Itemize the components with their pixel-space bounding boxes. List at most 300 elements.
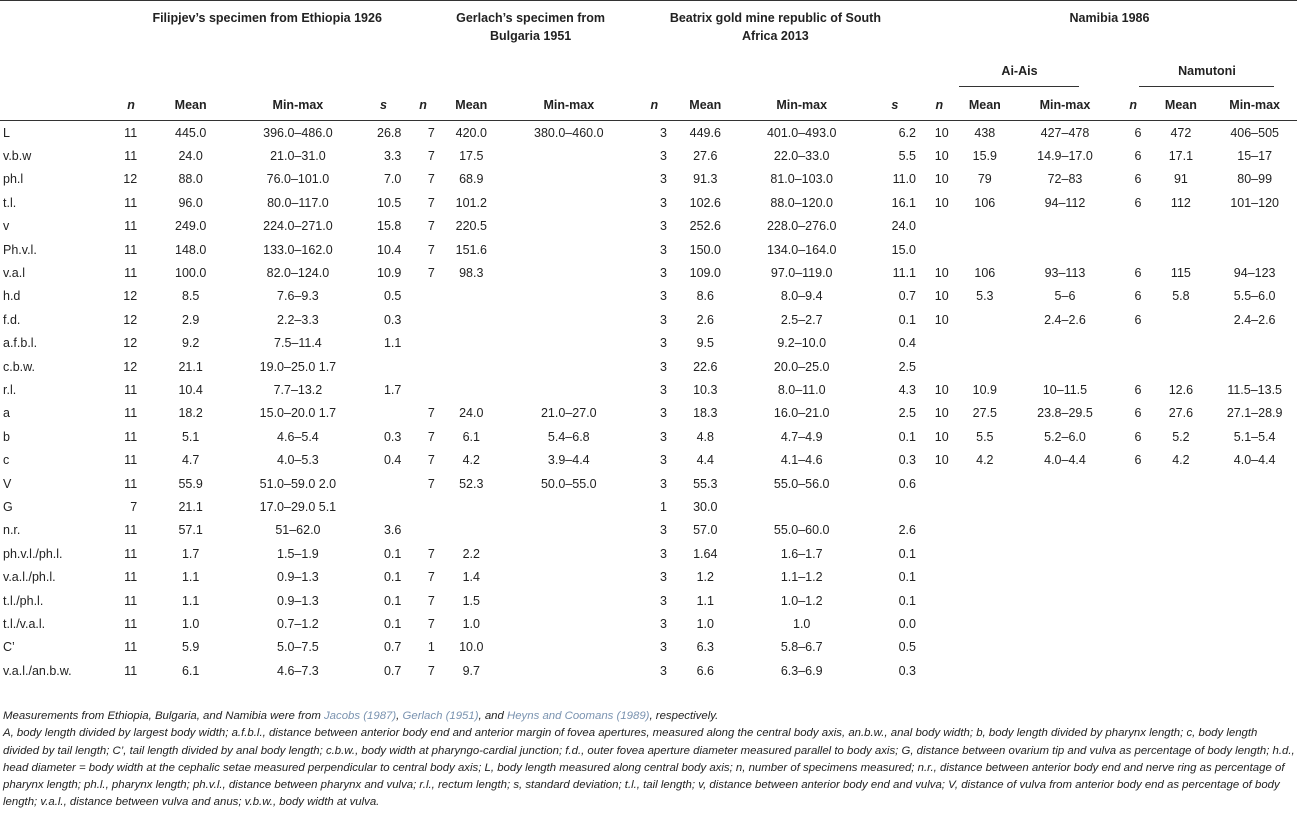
column-header-mean: Mean	[957, 89, 1013, 121]
cell-sa-min-max: 1.1–1.2	[780, 570, 823, 585]
cell-bulgaria-n: 7	[427, 570, 435, 585]
cell-ai-ais-n	[922, 355, 957, 378]
cell-sa-n: 3	[660, 476, 667, 491]
cell-namutoni-min-max: 27.1–28.9	[1226, 406, 1283, 421]
cell-ethiopia-mean: 18.2	[178, 406, 203, 421]
cell-namutoni-min-max: 11.5–13.5	[1227, 382, 1282, 397]
cell-bulgaria-mean: 98.3	[459, 266, 484, 281]
cell-ethiopia-n: 11	[124, 640, 138, 655]
footnote-text: , respectively.	[649, 710, 719, 722]
cell-sa-n: 3	[660, 312, 667, 327]
cell-namutoni-min-max: 5.5–6.0	[1233, 289, 1276, 304]
cell-ethiopia-s: 15.8	[377, 219, 402, 234]
cell-bulgaria-n	[407, 495, 438, 518]
cell-ethiopia-s: 10.5	[377, 195, 402, 210]
cell-ethiopia-mean: 1.1	[181, 593, 200, 608]
cell-sa-s: 0.3	[898, 453, 916, 468]
cell-bulgaria-min-max: 380.0–460.0	[504, 121, 634, 145]
cell-sa-mean: 252.6	[689, 219, 721, 234]
cell-ethiopia-mean: 55.9	[178, 476, 203, 491]
column-header-min-max: Min-max	[1013, 89, 1117, 121]
cell-sa-n: 1	[660, 499, 667, 514]
cell-sa-s: 24.0	[891, 219, 916, 234]
cell-ai-ais-min-max	[1013, 659, 1117, 682]
cell-parameter: n.r.	[3, 523, 21, 538]
cell-ai-ais-mean: 5.3	[976, 289, 994, 304]
cell-namutoni-n	[1117, 215, 1150, 238]
cell-sa-mean: 150.0	[689, 242, 721, 257]
cell-sa-s: 0.0	[898, 616, 916, 631]
cell-namutoni-mean: 115	[1170, 266, 1191, 281]
cell-ai-ais-mean	[957, 238, 1013, 261]
cell-sa-n: 3	[660, 266, 667, 281]
cell-ethiopia-min-max: 4.0–5.3	[277, 453, 319, 468]
cell-bulgaria-n: 7	[427, 195, 435, 210]
cell-ethiopia-s: 3.3	[383, 149, 402, 164]
cell-ai-ais-n: 10	[934, 289, 949, 304]
cell-parameter: v	[3, 219, 10, 234]
cell-ethiopia-mean: 100.0	[175, 266, 207, 281]
cell-ethiopia-n: 11	[124, 453, 138, 468]
cell-ethiopia-n: 11	[124, 429, 138, 444]
cell-namutoni-min-max	[1212, 636, 1297, 659]
cell-sa-s: 11.1	[892, 266, 916, 281]
cell-ai-ais-mean: 4.2	[976, 453, 994, 468]
cell-sa-s: 5.5	[898, 149, 916, 164]
cell-namutoni-mean	[1149, 238, 1212, 261]
cell-ethiopia-min-max: 76.0–101.0	[266, 172, 330, 187]
cell-sa-n: 3	[660, 242, 667, 257]
cell-parameter: a	[3, 406, 10, 421]
table-row	[0, 659, 1297, 682]
cell-bulgaria-n: 7	[407, 121, 438, 145]
cell-bulgaria-min-max	[504, 589, 634, 612]
group-header-namibia: Namibia 1986	[922, 1, 1297, 60]
cell-namutoni-min-max: 406–505	[1212, 121, 1297, 145]
cell-bulgaria-min-max	[504, 332, 634, 355]
cell-parameter: b	[3, 429, 10, 444]
cell-ai-ais-n: 10	[934, 453, 949, 468]
cell-ethiopia-mean: 6.1	[181, 663, 200, 678]
cell-ai-ais-min-max: 72–83	[1047, 172, 1083, 187]
cell-ai-ais-mean: 438	[957, 121, 1013, 145]
cell-bulgaria-n	[407, 355, 438, 378]
cell-ethiopia-s: 10.9	[377, 266, 402, 281]
cell-sa-mean: 22.6	[693, 359, 718, 374]
cell-parameter: r.l.	[3, 382, 17, 397]
cell-sa-min-max: 1.0–1.2	[780, 593, 823, 608]
cell-sa-min-max: 4.7–4.9	[780, 429, 823, 444]
cell-bulgaria-mean	[439, 308, 504, 331]
cell-ai-ais-min-max: 4.0–4.4	[1044, 453, 1086, 468]
cell-ethiopia-s: 0.5	[383, 289, 402, 304]
column-header-n: n	[922, 89, 957, 121]
cell-namutoni-n	[1117, 542, 1150, 565]
cell-sa-min-max: 2.5–2.7	[780, 312, 823, 327]
cell-namutoni-n: 6	[1134, 312, 1142, 327]
subgroup-label-ai-ais: Ai-Ais	[959, 64, 1079, 87]
cell-bulgaria-mean: 10.0	[459, 640, 484, 655]
cell-ethiopia-mean: 8.5	[181, 289, 200, 304]
cell-sa-mean: 2.6	[696, 312, 714, 327]
cell-ethiopia-s: 0.3	[383, 312, 402, 327]
cell-namutoni-min-max	[1212, 355, 1297, 378]
cell-ai-ais-n	[922, 589, 957, 612]
cell-sa-mean: 449.6	[675, 121, 736, 145]
cell-ai-ais-n	[922, 612, 957, 635]
cell-namutoni-mean	[1149, 659, 1212, 682]
cell-bulgaria-n: 7	[427, 663, 435, 678]
cell-namutoni-mean	[1149, 589, 1212, 612]
cell-ai-ais-mean	[957, 215, 1013, 238]
cell-ai-ais-min-max	[1013, 519, 1117, 542]
cell-namutoni-min-max	[1212, 589, 1297, 612]
cell-ethiopia-n: 11	[124, 195, 138, 210]
table-row	[0, 472, 1297, 495]
cell-namutoni-mean	[1149, 332, 1212, 355]
citation-link-gerlach[interactable]: Gerlach (1951)	[402, 710, 479, 722]
cell-ethiopia-n: 11	[124, 219, 138, 234]
cell-parameter: f.d.	[3, 312, 21, 327]
cell-ai-ais-min-max	[1013, 636, 1117, 659]
column-header-mean: Mean	[439, 89, 504, 121]
cell-ethiopia-n: 11	[124, 149, 138, 164]
cell-sa-n: 3	[660, 523, 667, 538]
cell-ai-ais-mean	[957, 565, 1013, 588]
cell-bulgaria-mean: 17.5	[459, 149, 484, 164]
cell-bulgaria-n	[407, 285, 438, 308]
footnote-text: , and	[478, 710, 507, 722]
cell-ethiopia-s: 0.1	[383, 570, 402, 585]
cell-ethiopia-min-max: 19.0–25.0 1.7	[259, 359, 337, 374]
cell-bulgaria-min-max	[504, 612, 634, 635]
cell-sa-n: 3	[660, 546, 667, 561]
group-header-south-africa: Beatrix gold mine republic of South Africa 2013	[634, 1, 922, 60]
table-row	[0, 355, 1297, 378]
cell-ethiopia-s: 0.3	[383, 429, 402, 444]
column-header-min-max: Min-max	[736, 89, 868, 121]
cell-ethiopia-mean: 5.1	[181, 429, 200, 444]
cell-parameter: t.l./ph.l.	[3, 593, 44, 608]
table-row	[0, 519, 1297, 542]
cell-sa-s: 0.7	[898, 289, 916, 304]
cell-sa-min-max: 16.0–21.0	[773, 406, 830, 421]
cell-bulgaria-min-max: 3.9–4.4	[547, 453, 590, 468]
cell-ethiopia-s: 0.7	[383, 640, 402, 655]
cell-ethiopia-s	[360, 495, 408, 518]
cell-sa-s: 0.4	[898, 336, 916, 351]
cell-namutoni-n: 6	[1117, 121, 1150, 145]
cell-bulgaria-min-max: 21.0–27.0	[540, 406, 597, 421]
column-header-min-max: Min-max	[236, 89, 360, 121]
cell-ethiopia-mean: 148.0	[175, 242, 207, 257]
subgroup-header-ai-ais	[922, 59, 1117, 89]
cell-sa-mean: 109.0	[689, 266, 721, 281]
cell-ethiopia-mean: 2.9	[181, 312, 200, 327]
cell-ethiopia-n: 11	[124, 476, 138, 491]
cell-namutoni-mean: 17.1	[1168, 149, 1194, 164]
cell-sa-s: 0.1	[898, 312, 916, 327]
cell-namutoni-mean	[1149, 472, 1212, 495]
column-header-min-max: Min-max	[504, 89, 634, 121]
cell-namutoni-mean	[1149, 636, 1212, 659]
cell-bulgaria-n: 7	[427, 453, 435, 468]
cell-ethiopia-mean: 57.1	[178, 523, 203, 538]
cell-ai-ais-n	[922, 659, 957, 682]
cell-ethiopia-min-max: 82.0–124.0	[266, 266, 330, 281]
cell-bulgaria-min-max	[504, 378, 634, 401]
cell-sa-s: 0.1	[898, 546, 916, 561]
cell-ai-ais-min-max	[1013, 565, 1117, 588]
cell-ethiopia-mean: 5.9	[181, 640, 200, 655]
table-row	[0, 191, 1297, 214]
cell-ethiopia-min-max: 51.0–59.0 2.0	[259, 476, 337, 491]
cell-bulgaria-n: 7	[427, 242, 435, 257]
cell-ethiopia-n: 11	[124, 523, 138, 538]
cell-namutoni-n	[1117, 659, 1150, 682]
cell-ethiopia-n: 11	[124, 616, 138, 631]
cell-sa-min-max: 81.0–103.0	[770, 172, 833, 187]
cell-sa-mean: 18.3	[693, 406, 718, 421]
cell-bulgaria-min-max	[504, 144, 634, 167]
citation-link-jacobs[interactable]: Jacobs (1987)	[323, 710, 397, 722]
cell-namutoni-min-max: 101–120	[1230, 195, 1279, 210]
cell-parameter: t.l./v.a.l.	[3, 616, 46, 631]
cell-sa-n: 3	[660, 429, 667, 444]
cell-ethiopia-n: 11	[124, 406, 138, 421]
cell-sa-s: 15.0	[891, 242, 916, 257]
cell-ai-ais-mean: 15.9	[972, 149, 997, 164]
subgroup-header-namutoni	[1117, 59, 1297, 89]
cell-bulgaria-min-max	[504, 659, 634, 682]
table-row	[0, 425, 1297, 448]
cell-sa-n: 3	[660, 406, 667, 421]
cell-parameter: v.a.l./an.b.w.	[3, 663, 72, 678]
cell-ai-ais-min-max	[1013, 238, 1117, 261]
cell-ai-ais-min-max: 10–11.5	[1042, 382, 1088, 397]
cell-ethiopia-mean: 4.7	[181, 453, 200, 468]
cell-sa-mean: 1.1	[696, 593, 714, 608]
cell-parameter: v.b.w	[3, 149, 32, 164]
cell-sa-min-max: 401.0–493.0	[736, 121, 868, 145]
column-header-mean: Mean	[675, 89, 736, 121]
cell-ai-ais-n	[922, 332, 957, 355]
cell-ai-ais-n: 10	[934, 429, 949, 444]
cell-ethiopia-n: 11	[124, 570, 138, 585]
citation-link-heyns-coomans[interactable]: Heyns and Coomans (1989)	[507, 710, 650, 722]
cell-bulgaria-n: 7	[427, 476, 435, 491]
cell-ethiopia-n: 7	[130, 499, 138, 514]
cell-bulgaria-n: 1	[427, 640, 435, 655]
row-header-spacer	[0, 1, 117, 60]
cell-ethiopia-n: 11	[124, 382, 138, 397]
cell-sa-s: 0.1	[898, 570, 916, 585]
cell-namutoni-n: 6	[1134, 289, 1142, 304]
cell-sa-min-max: 228.0–276.0	[766, 219, 837, 234]
cell-ethiopia-mean: 10.4	[178, 382, 203, 397]
cell-sa-mean: 57.0	[693, 523, 718, 538]
cell-ethiopia-n: 11	[117, 121, 145, 145]
cell-ai-ais-mean	[957, 472, 1013, 495]
cell-parameter: v.a.l	[3, 266, 25, 281]
cell-namutoni-n	[1117, 472, 1150, 495]
cell-ai-ais-min-max	[1013, 355, 1117, 378]
cell-ai-ais-mean: 10.9	[972, 382, 997, 397]
cell-sa-n: 3	[660, 453, 667, 468]
table-footnotes	[3, 708, 1295, 812]
cell-ethiopia-mean: 21.1	[178, 359, 203, 374]
cell-bulgaria-n: 7	[427, 429, 435, 444]
group-header-ethiopia: Filipjev’s specimen from Ethiopia 1926	[117, 1, 407, 60]
cell-bulgaria-mean	[439, 519, 504, 542]
cell-namutoni-n: 6	[1134, 429, 1142, 444]
cell-ai-ais-min-max	[1013, 332, 1117, 355]
footnote-sources	[3, 708, 1295, 725]
cell-ethiopia-s: 0.1	[383, 593, 402, 608]
cell-ai-ais-mean	[957, 636, 1013, 659]
cell-bulgaria-mean: 1.5	[462, 593, 480, 608]
cell-namutoni-mean: 4.2	[1172, 453, 1190, 468]
cell-namutoni-n	[1117, 565, 1150, 588]
cell-namutoni-min-max	[1212, 519, 1297, 542]
column-header-min-max: Min-max	[1212, 89, 1297, 121]
cell-ethiopia-min-max: 4.6–7.3	[277, 663, 319, 678]
cell-sa-min-max: 5.8–6.7	[780, 640, 823, 655]
cell-sa-s: 0.1	[898, 429, 916, 444]
cell-bulgaria-n: 7	[427, 593, 435, 608]
subgroup-spacer	[0, 59, 922, 89]
cell-sa-mean: 8.6	[696, 289, 714, 304]
cell-namutoni-n: 6	[1134, 149, 1142, 164]
cell-ethiopia-mean: 249.0	[175, 219, 207, 234]
cell-ai-ais-mean	[957, 659, 1013, 682]
cell-namutoni-min-max	[1212, 472, 1297, 495]
cell-ethiopia-s	[360, 472, 408, 495]
cell-namutoni-min-max: 2.4–2.6	[1233, 312, 1276, 327]
table-row	[0, 238, 1297, 261]
table-row	[0, 448, 1297, 471]
cell-parameter: Ph.v.l.	[3, 242, 37, 257]
cell-namutoni-min-max: 4.0–4.4	[1233, 453, 1276, 468]
cell-ai-ais-min-max	[1013, 542, 1117, 565]
cell-namutoni-min-max: 5.1–5.4	[1233, 429, 1276, 444]
cell-bulgaria-min-max	[504, 542, 634, 565]
cell-namutoni-mean	[1149, 355, 1212, 378]
cell-namutoni-n: 6	[1134, 172, 1142, 187]
cell-ai-ais-n	[922, 472, 957, 495]
cell-ai-ais-mean	[957, 519, 1013, 542]
cell-ai-ais-n: 10	[934, 406, 949, 421]
cell-ethiopia-s: 1.1	[383, 336, 402, 351]
cell-sa-n: 3	[660, 640, 667, 655]
cell-ethiopia-min-max: 1.5–1.9	[277, 546, 319, 561]
cell-sa-min-max: 1.0	[793, 616, 811, 631]
cell-ethiopia-s: 0.1	[383, 546, 402, 561]
cell-ethiopia-min-max: 4.6–5.4	[277, 429, 319, 444]
cell-namutoni-min-max	[1212, 238, 1297, 261]
cell-ai-ais-mean	[957, 589, 1013, 612]
cell-ai-ais-n: 10	[934, 195, 949, 210]
cell-sa-min-max: 4.1–4.6	[780, 453, 823, 468]
cell-ethiopia-s: 26.8	[360, 121, 408, 145]
cell-parameter: G	[3, 499, 13, 514]
cell-bulgaria-mean: 220.5	[455, 219, 487, 234]
cell-namutoni-min-max: 80–99	[1237, 172, 1273, 187]
cell-bulgaria-min-max	[504, 238, 634, 261]
cell-namutoni-n	[1117, 238, 1150, 261]
table-row	[0, 168, 1297, 191]
cell-ai-ais-n	[922, 215, 957, 238]
cell-sa-mean: 1.0	[696, 616, 714, 631]
cell-ethiopia-mean: 9.2	[181, 336, 200, 351]
cell-namutoni-min-max	[1212, 542, 1297, 565]
cell-bulgaria-min-max	[504, 168, 634, 191]
cell-sa-mean: 10.3	[693, 382, 718, 397]
cell-ai-ais-min-max: 93–113	[1044, 266, 1086, 281]
cell-bulgaria-mean: 4.2	[462, 453, 480, 468]
cell-namutoni-n	[1117, 612, 1150, 635]
cell-sa-min-max	[736, 495, 868, 518]
cell-bulgaria-n: 7	[427, 172, 435, 187]
cell-sa-s	[868, 495, 922, 518]
cell-bulgaria-mean	[439, 378, 504, 401]
cell-namutoni-min-max: 94–123	[1233, 266, 1276, 281]
cell-ethiopia-min-max: 0.9–1.3	[277, 593, 319, 608]
cell-sa-n: 3	[660, 616, 667, 631]
cell-ai-ais-mean	[957, 495, 1013, 518]
cell-sa-s: 0.3	[898, 663, 916, 678]
cell-ethiopia-s: 0.1	[383, 616, 402, 631]
cell-sa-s: 6.2	[868, 121, 922, 145]
cell-ethiopia-n: 12	[123, 336, 138, 351]
cell-ethiopia-min-max: 7.6–9.3	[277, 289, 319, 304]
cell-ai-ais-n: 10	[934, 172, 949, 187]
cell-sa-s: 0.6	[898, 476, 916, 491]
cell-ai-ais-n	[922, 238, 957, 261]
cell-ai-ais-mean	[957, 332, 1013, 355]
cell-namutoni-mean: 112	[1170, 195, 1191, 210]
column-header-mean: Mean	[145, 89, 236, 121]
cell-ethiopia-min-max: 80.0–117.0	[267, 195, 329, 210]
cell-bulgaria-mean: 9.7	[462, 663, 480, 678]
cell-ethiopia-mean: 88.0	[178, 172, 203, 187]
cell-parameter: v.a.l./ph.l.	[3, 570, 56, 585]
table-body	[0, 121, 1297, 683]
cell-bulgaria-min-max	[504, 495, 634, 518]
table-row	[0, 285, 1297, 308]
column-header-n: n	[634, 89, 675, 121]
table-row	[0, 612, 1297, 635]
cell-sa-s: 16.1	[891, 195, 916, 210]
cell-sa-mean: 6.3	[696, 640, 714, 655]
cell-namutoni-n	[1117, 519, 1150, 542]
cell-namutoni-n: 6	[1134, 406, 1142, 421]
cell-ethiopia-n: 11	[124, 546, 138, 561]
cell-ai-ais-n: 10	[934, 266, 949, 281]
cell-namutoni-min-max	[1212, 612, 1297, 635]
cell-namutoni-n: 6	[1134, 266, 1142, 281]
cell-ethiopia-n: 12	[123, 172, 138, 187]
table-row	[0, 144, 1297, 167]
cell-ethiopia-min-max: 133.0–162.0	[263, 242, 333, 257]
table-row	[0, 495, 1297, 518]
cell-namutoni-n	[1117, 589, 1150, 612]
cell-ethiopia-mean: 21.1	[178, 499, 203, 514]
cell-sa-min-max: 134.0–164.0	[766, 242, 837, 257]
table-row	[0, 121, 1297, 145]
cell-ethiopia-s: 10.4	[377, 242, 402, 257]
cell-namutoni-mean	[1149, 519, 1212, 542]
